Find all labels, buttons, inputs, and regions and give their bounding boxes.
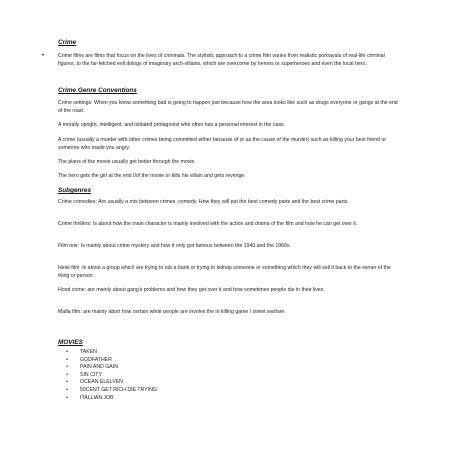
convention-paragraph: The plans of the movie usually get better through the movie.	[58, 159, 196, 165]
bullet-icon: •	[66, 371, 68, 378]
convention-paragraph: A crime (usually a murder with other crimes being committed either because of or as the cause of the murder) such as killing your best friend or someone who made you angry.	[58, 137, 387, 151]
subgenre-paragraph: Mafia film: are mainly abort how certain white people are involve the in killing game / street warfare.	[58, 309, 286, 315]
bullet-icon: •	[66, 394, 68, 401]
movie-title: SIN CITY	[80, 371, 102, 378]
list-item	[62, 357, 157, 365]
movie-title: 50CENT GET RICH DIE TRYING	[80, 386, 157, 393]
bullet-icon: •	[66, 356, 68, 363]
list-item	[62, 387, 157, 395]
bullet-icon: •	[66, 386, 68, 393]
movie-title: OCEAN ELELVEN	[80, 379, 123, 386]
movie-title: ITALLIAN JOB	[80, 394, 114, 401]
movie-list	[62, 349, 157, 402]
bullet-icon: •	[66, 364, 68, 371]
bullet-icon: •	[66, 379, 68, 386]
list-item	[62, 379, 157, 387]
list-item	[62, 395, 157, 403]
list-item	[62, 372, 157, 380]
list-item	[62, 364, 157, 372]
convention-paragraph: A morally upright, intelligent, and isolated protagonist who often has a personal interest in the case.	[58, 122, 286, 128]
crime-definition: Crime films are films that focus on the lives of criminals. The stylistic approach to a crime film varies from realistic portrayals of real-life criminal figures, to the far-fetched evil doings of imaginary arch-villains, which are overcome by heroes or superheroes and even the local hero.	[58, 53, 385, 67]
list-item	[62, 349, 157, 357]
movie-title: GODFATHER	[80, 356, 112, 363]
bullet-icon: •	[66, 349, 68, 355]
convention-paragraph: Crime settings: When you know something bad is going to happen just because how the area looks like such as drugs everyone or gangs at the end of the road.	[58, 100, 398, 114]
movie-title: PAIN AND GAIN	[80, 364, 118, 371]
subgenre-paragraph: Heist film :Is about a group which are trying to rob a bank or trying to kidnap someone or something which they will sell it back to the owner of the thing or person .	[58, 265, 391, 279]
movies-heading: MOVIES	[58, 339, 83, 346]
subgenre-paragraph: Crime comedies: Are usually a mix between crimes, comedy. How they will put the best comedy parts and the best crime parts.	[58, 199, 349, 205]
movie-title: TAKEN	[80, 349, 97, 355]
subgenre-paragraph: Film noir: Is mainly about crime mystery and how it only got famous between the 1940 and the 1960s.	[58, 243, 291, 249]
crime-bullet: •	[42, 53, 45, 59]
subgenres-heading: Subgenres	[58, 187, 92, 194]
subgenre-paragraph: Crime thrillers: Is about how the main character is mainly involved with the action and drama of the film and how he can get over it.	[58, 221, 358, 227]
conventions-heading: Crime Genre Conventions	[58, 87, 137, 94]
subgenre-paragraph: Hood crime: are mainly about gang's problems and how they get over it and how sometimes people die in their lives.	[58, 287, 325, 293]
convention-paragraph: The hero gets the girl at the end 0of the movie or kills his villain and gets revenge	[58, 173, 245, 179]
crime-heading: Crime	[58, 39, 77, 46]
